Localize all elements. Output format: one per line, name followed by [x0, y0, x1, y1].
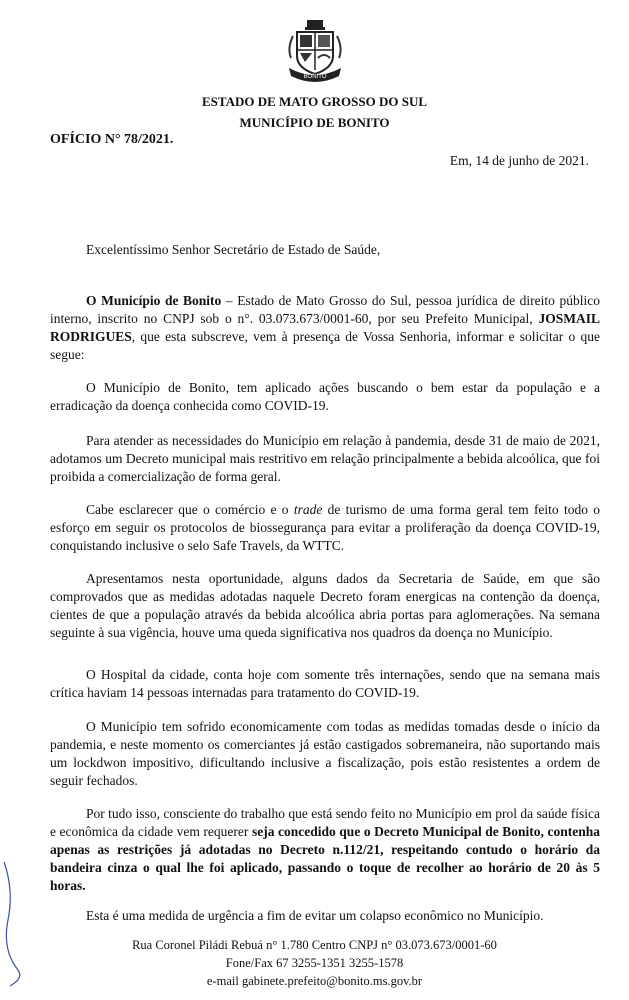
paragraph-health-data: Apresentamos nesta oportunidade, alguns dados da Secretaria de Saúde, em que são comprovados que as medidas adotadas naquele Decreto foram energicas na contenção da doença, cientes de que a população através da bebida alcoólica abria portas para aglomerações. Na semana seguinte à sua vigência, houve uma queda significativa nos quadros da doença no Município. [50, 571, 600, 640]
municipality-heading: MUNICÍPIO DE BONITO [239, 115, 390, 130]
footer-email: e-mail gabinete.prefeito@bonito.ms.gov.br [206, 974, 423, 988]
municipality-name: O Município de Bonito [86, 293, 222, 308]
paragraph-hospital: O Hospital da cidade, conta hoje com somente três internações, sendo que na semana mais crítica haviam 14 pessoas internadas para tratamento do COVID-19. [50, 667, 600, 700]
paragraph-intro [50, 292, 600, 364]
request-bold: seja concedido que o Decreto Municipal de Bonito, contenha apenas as restrições já adotadas no Decreto n.112/21, respeitando contudo o horário da bandeira cinza o qual lhe foi aplicado, passando o toque de recolher ao horário de 20 às 5 horas. [50, 824, 600, 893]
paragraph-decree: Para atender as necessidades do Município em relação à pandemia, desde 31 de maio de 2021, adotamos um Decreto municipal mais restritivo em relação principalmente a bebida alcoólica, que foi proibida a comercialização de forma geral. [50, 433, 600, 484]
trade-text-b: de turismo de uma forma geral tem feito todo o esforço em seguir os protocolos de biossegurança para evitar a proliferação da doença COVID-19, conquistando inclusive o selo Safe Travels, da WTTC. [50, 502, 600, 553]
paragraph-economy: O Município tem sofrido economicamente com todas as medidas tomadas desde o início da pandemia, e neste momento os comerciantes já estão castigados sobremaneira, não suportando mais um lockdwon impositivo, dificultando inclusive a fiscalização, pois estão resistentes a ordem de seguir fechados. [50, 719, 600, 788]
letter-date: Em, 14 de junho de 2021. [449, 153, 589, 168]
crest-banner-text: BONITO [303, 74, 327, 80]
intro-text-b: , que esta subscreve, vem à presença de Vossa Senhoria, informar e solicitar o que segue: [50, 329, 600, 362]
footer-address: Rua Coronel Piládi Rebuá n° 1.780 Centro CNPJ n° 03.073.673/0001-60 [132, 938, 497, 952]
paragraph-urgency: Esta é uma medida de urgência a fim de evitar um colapso econômico no Município. [86, 908, 544, 923]
state-heading: ESTADO DE MATO GROSSO DO SUL [201, 94, 428, 109]
trade-text-a: Cabe esclarecer que o comércio e o [86, 502, 294, 517]
salutation: Excelentíssimo Senhor Secretário de Estado de Saúde, [86, 242, 381, 257]
municipal-crest-logo [285, 18, 345, 84]
trade-italic: trade [293, 502, 323, 517]
mayor-name: JOSMAIL RODRIGUES [50, 311, 600, 344]
paragraph-trade [50, 501, 600, 555]
paragraph-request [50, 805, 600, 895]
intro-text-a: – Estado de Mato Grosso do Sul, pessoa jurídica de direito público interno, inscrito no CNPJ sob o n°. 03.073.673/0001-60, por seu Prefeito Municipal, [50, 293, 600, 326]
oficio-number: OFÍCIO N° 78/2021. [50, 132, 174, 147]
signature-mark [0, 860, 30, 990]
footer-phone: Fone/Fax 67 3255-1351 3255-1578 [225, 956, 404, 970]
request-text: Por tudo isso, consciente do trabalho que está sendo feito no Município em prol da saúde física e econômica da cidade vem requerer [50, 806, 600, 839]
paragraph-actions: O Município de Bonito, tem aplicado ações buscando o bem estar da população e a erradicação da doença conhecida como COVID-19. [50, 380, 600, 413]
